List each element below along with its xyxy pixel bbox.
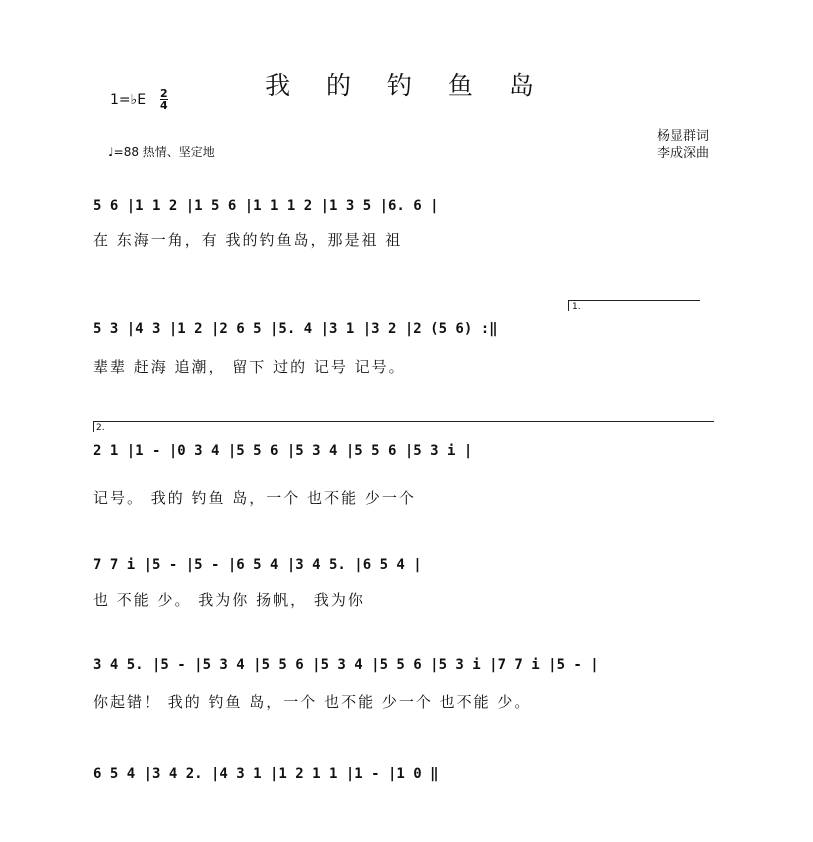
key-signature: 1=♭E bbox=[110, 92, 147, 108]
score-row-6-notes: 6 5 4 |3 4 2. |4 3 1 |1 2 1 1 |1 - |1 0 ‖ bbox=[93, 766, 439, 782]
score-row-4-notes: 7 7 i |5 - |5 - |6 5 4 |3 4 5. |6 5 4 | bbox=[93, 557, 422, 573]
score-row-1-notes: 5 6 |1 1 2 |1 5 6 |1 1 1 2 |1 3 5 |6. 6 | bbox=[93, 198, 439, 214]
time-signature bbox=[160, 88, 168, 111]
score-row-1-lyrics: 在 东海一角，有 我的钓鱼岛，那是祖 祖 bbox=[93, 231, 403, 249]
time-signature-bottom: 4 bbox=[160, 99, 168, 112]
tempo-marking: ♩=88 热情、坚定地 bbox=[108, 145, 215, 159]
score-row-3-lyrics: 记号。 我的 钓鱼 岛，一个 也不能 少一个 bbox=[93, 489, 416, 507]
score-row-3-notes: 2 1 |1 - |0 3 4 |5 5 6 |5 3 4 |5 5 6 |5 3 i | bbox=[93, 443, 473, 459]
volta-2-label: 2. bbox=[96, 423, 105, 433]
score-row-2-lyrics: 辈辈 赶海 追潮， 留下 过的 记号 记号。 bbox=[93, 358, 406, 376]
credits bbox=[657, 128, 709, 162]
time-signature-top: 2 bbox=[160, 87, 168, 100]
composer: 李成深曲 bbox=[657, 146, 710, 161]
score-row-2-notes: 5 3 |4 3 |1 2 |2 6 5 |5. 4 |3 1 |3 2 |2 (5 6) :‖ bbox=[93, 321, 498, 337]
score-row-5-lyrics: 你起错！ 我的 钓鱼 岛，一个 也不能 少一个 也不能 少。 bbox=[93, 693, 532, 711]
lyricist: 杨显群词 bbox=[657, 129, 710, 144]
page-title: 我 的 钓 鱼 岛 bbox=[265, 71, 548, 100]
volta-1-bracket bbox=[568, 300, 700, 311]
volta-2-bracket bbox=[93, 421, 714, 432]
score-row-4-lyrics: 也 不能 少。 我为你 扬帆， 我为你 bbox=[93, 591, 365, 609]
volta-1-label: 1. bbox=[572, 302, 581, 312]
score-row-5-notes: 3 4 5. |5 - |5 3 4 |5 5 6 |5 3 4 |5 5 6 |5 3 i |7 7 i |5 - | bbox=[93, 657, 599, 673]
